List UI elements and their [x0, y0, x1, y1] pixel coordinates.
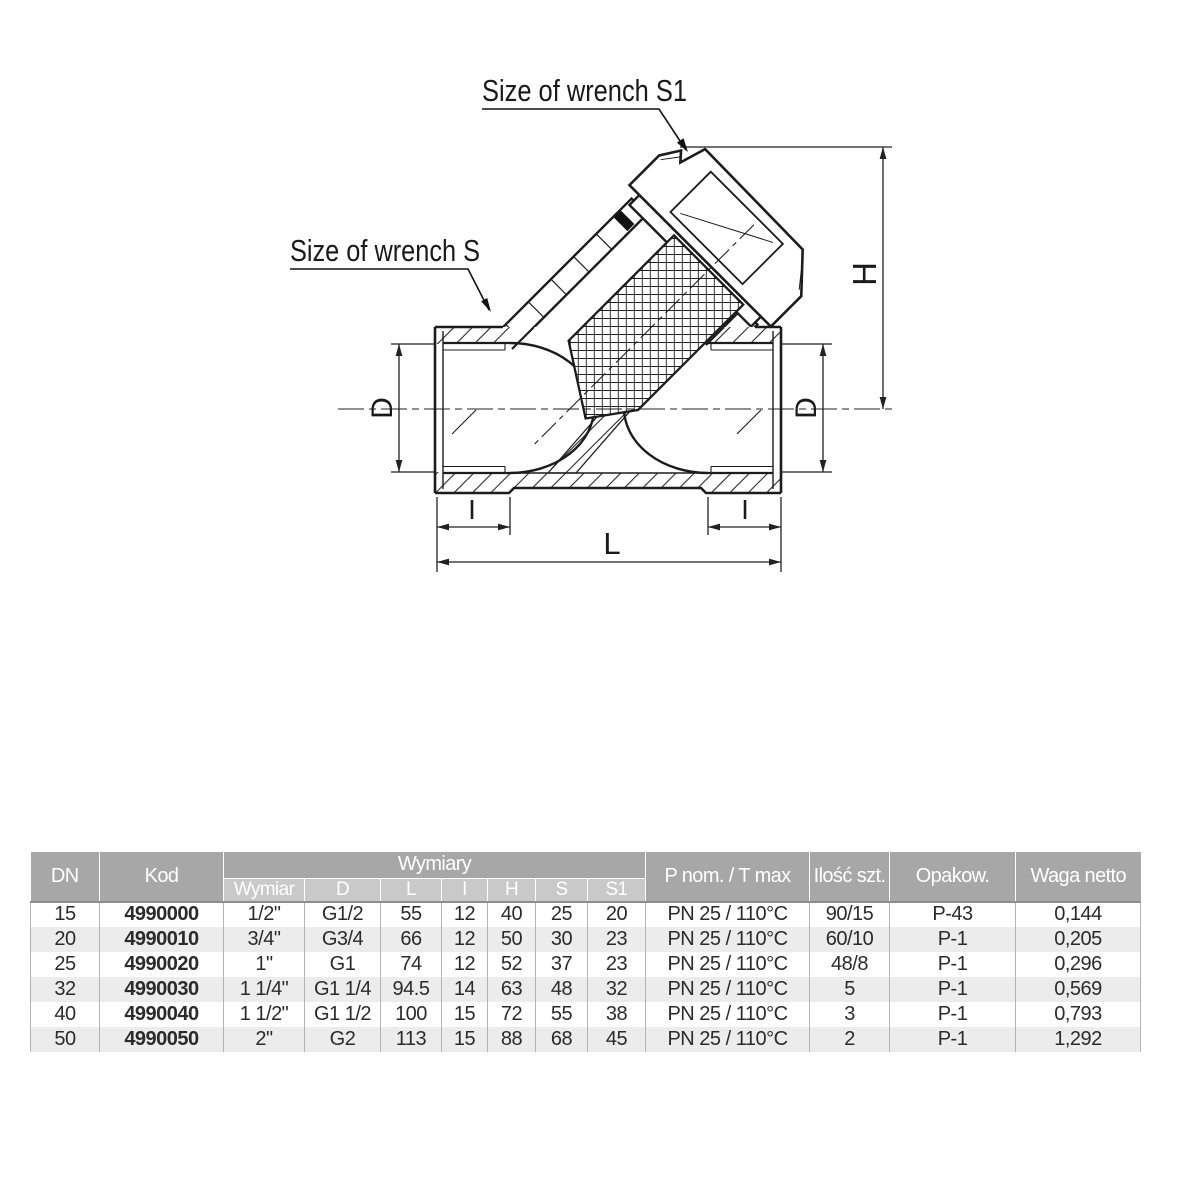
table-body — [31, 902, 1141, 1052]
table-cell: 14 — [442, 977, 488, 1002]
sub-header-h: H — [488, 878, 536, 902]
table-cell: 0,205 — [1016, 927, 1141, 952]
table-cell: 20 — [31, 927, 100, 952]
wrench-s-leader — [290, 269, 489, 310]
table-cell: 4990040 — [100, 1002, 224, 1027]
table-row — [31, 952, 1141, 977]
sub-header-d: D — [305, 878, 381, 902]
table-cell: PN 25 / 110°C — [646, 1027, 810, 1052]
table-row — [31, 927, 1141, 952]
table-cell: 3/4" — [224, 927, 305, 952]
dim-label-i-left: I — [468, 494, 476, 525]
table-cell: PN 25 / 110°C — [646, 952, 810, 977]
table-cell: 1/2" — [224, 902, 305, 927]
table-row — [31, 902, 1141, 927]
table-cell: 0,569 — [1016, 977, 1141, 1002]
col-header-ilosc: Ilość szt. — [810, 852, 890, 902]
sub-header-wymiar: Wymiar — [224, 878, 305, 902]
table-cell: 12 — [442, 927, 488, 952]
wrench-s-callout — [290, 233, 491, 312]
table-cell: G1 1/2 — [305, 1002, 381, 1027]
table-cell: PN 25 / 110°C — [646, 1002, 810, 1027]
table-cell: 4990010 — [100, 927, 224, 952]
table-cell: 88 — [488, 1027, 536, 1052]
sub-header-s1: S1 — [588, 878, 646, 902]
table-cell: P-1 — [890, 977, 1016, 1002]
table-cell: P-43 — [890, 902, 1016, 927]
wrench-s1-leader — [482, 109, 686, 150]
table-cell: 1,292 — [1016, 1027, 1141, 1052]
table-cell: 37 — [536, 952, 588, 977]
wrench-s1-callout — [482, 73, 688, 152]
table-cell: 74 — [381, 952, 442, 977]
table-cell: PN 25 / 110°C — [646, 977, 810, 1002]
dim-label-i-right: I — [741, 494, 749, 525]
table-cell: 20 — [588, 902, 646, 927]
table-cell: P-1 — [890, 1002, 1016, 1027]
table-cell: P-1 — [890, 952, 1016, 977]
table-cell: G1 — [305, 952, 381, 977]
table-cell: P-1 — [890, 927, 1016, 952]
table-cell: 30 — [536, 927, 588, 952]
table-cell: 72 — [488, 1002, 536, 1027]
col-header-waga: Waga netto — [1016, 852, 1141, 902]
table-cell: 50 — [488, 927, 536, 952]
col-header-dn: DN — [31, 852, 100, 902]
table-cell: 40 — [488, 902, 536, 927]
table-cell: 100 — [381, 1002, 442, 1027]
sub-header-l: L — [381, 878, 442, 902]
dim-label-d-right: D — [790, 397, 823, 419]
table-cell: 48/8 — [810, 952, 890, 977]
table-cell: 50 — [31, 1027, 100, 1052]
table-cell: 94.5 — [381, 977, 442, 1002]
dim-label-h: H — [846, 262, 883, 286]
spec-table-header — [31, 852, 1141, 902]
table-cell: 15 — [442, 1002, 488, 1027]
table-cell: 55 — [381, 902, 442, 927]
sub-header-i: I — [442, 878, 488, 902]
table-cell: 2 — [810, 1027, 890, 1052]
table-cell: G3/4 — [305, 927, 381, 952]
col-header-wymiary: Wymiary — [224, 852, 646, 878]
table-cell: 23 — [588, 927, 646, 952]
table-cell: G1/2 — [305, 902, 381, 927]
table-cell: PN 25 / 110°C — [646, 927, 810, 952]
col-header-pnom: P nom. / T max — [646, 852, 810, 902]
table-cell: 25 — [536, 902, 588, 927]
table-cell: G1 1/4 — [305, 977, 381, 1002]
table-cell: 5 — [810, 977, 890, 1002]
table-cell: 63 — [488, 977, 536, 1002]
dim-label-d-left: D — [366, 397, 399, 419]
table-cell: G2 — [305, 1027, 381, 1052]
col-header-kod: Kod — [100, 852, 224, 902]
table-cell: 66 — [381, 927, 442, 952]
wrench-s-label: Size of wrench S — [290, 233, 480, 268]
table-cell: 38 — [588, 1002, 646, 1027]
table-cell: 1 1/2" — [224, 1002, 305, 1027]
table-cell: 4990020 — [100, 952, 224, 977]
table-cell: 0,296 — [1016, 952, 1141, 977]
table-cell: 48 — [536, 977, 588, 1002]
table-cell: 32 — [31, 977, 100, 1002]
table-cell: 23 — [588, 952, 646, 977]
table-cell: 45 — [588, 1027, 646, 1052]
table-cell: 15 — [442, 1027, 488, 1052]
table-cell: 32 — [588, 977, 646, 1002]
table-cell: 1" — [224, 952, 305, 977]
table-cell: 113 — [381, 1027, 442, 1052]
table-row — [31, 1027, 1141, 1052]
table-cell: 0,144 — [1016, 902, 1141, 927]
wrench-s1-label: Size of wrench S1 — [482, 73, 687, 108]
table-cell: 15 — [31, 902, 100, 927]
table-cell: 2" — [224, 1027, 305, 1052]
table-cell: 4990050 — [100, 1027, 224, 1052]
spec-table — [30, 852, 1141, 1052]
table-cell: 12 — [442, 952, 488, 977]
table-cell: 90/15 — [810, 902, 890, 927]
table-cell: 68 — [536, 1027, 588, 1052]
table-cell: 3 — [810, 1002, 890, 1027]
table-cell: P-1 — [890, 1027, 1016, 1052]
col-header-opakow: Opakow. — [890, 852, 1016, 902]
table-cell: 4990000 — [100, 902, 224, 927]
table-cell: 55 — [536, 1002, 588, 1027]
table-cell: 0,793 — [1016, 1002, 1141, 1027]
table-cell: 4990030 — [100, 977, 224, 1002]
table-cell: PN 25 / 110°C — [646, 902, 810, 927]
table-cell: 12 — [442, 902, 488, 927]
table-row — [31, 1002, 1141, 1027]
dim-label-l: L — [603, 526, 621, 561]
sub-header-s: S — [536, 878, 588, 902]
wrench-s-arrow — [481, 298, 491, 312]
table-cell: 40 — [31, 1002, 100, 1027]
table-row — [31, 977, 1141, 1002]
table-cell: 60/10 — [810, 927, 890, 952]
table-cell: 25 — [31, 952, 100, 977]
table-cell: 1 1/4" — [224, 977, 305, 1002]
table-cell: 52 — [488, 952, 536, 977]
